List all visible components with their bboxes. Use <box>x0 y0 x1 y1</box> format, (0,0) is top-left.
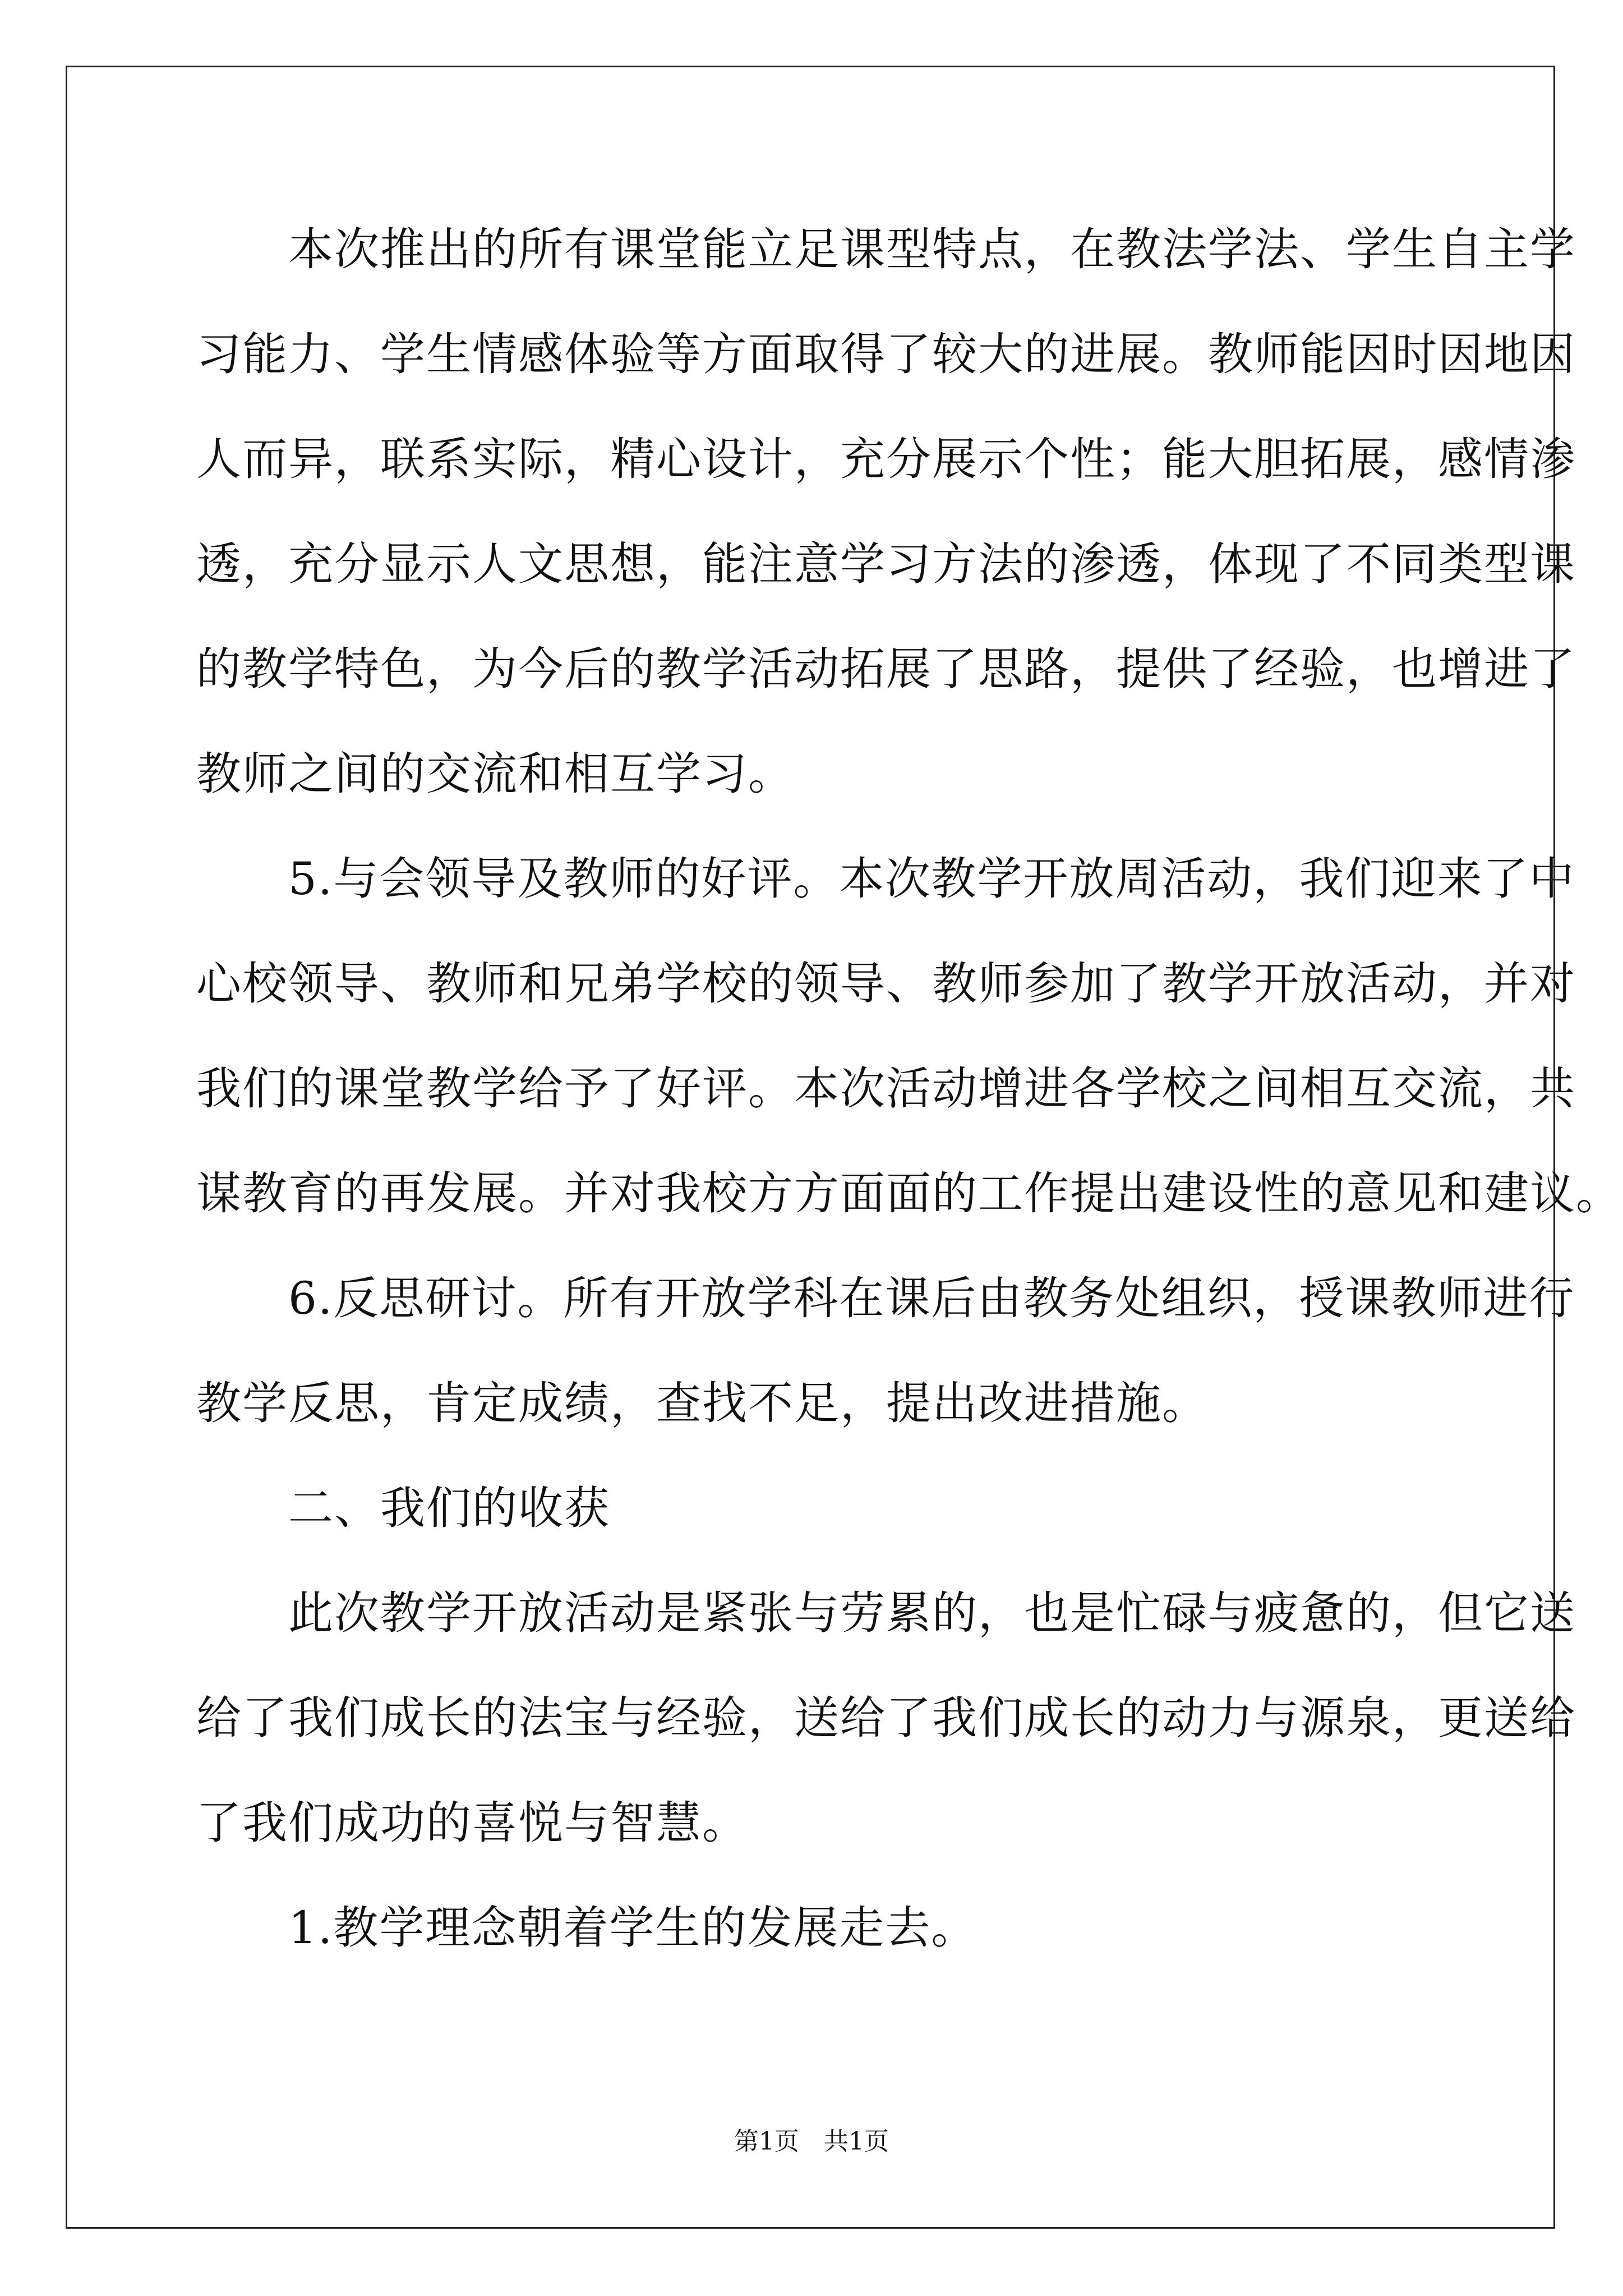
body-line: 透，充分显示人文思想，能注意学习方法的渗透，体现了不同类型课 <box>196 538 1576 590</box>
body-line: 6.反思研讨。所有开放学科在课后由教务处组织，授课教师进行 <box>196 1272 1575 1324</box>
body-line: 人而异，联系实际，精心设计，充分展示个性；能大胆拓展，感情渗 <box>196 433 1576 485</box>
body-line: 此次教学开放活动是紧张与劳累的，也是忙碌与疲惫的，但它送 <box>196 1587 1576 1639</box>
body-line: 的教学特色，为今后的教学活动拓展了思路，提供了经验，也增进了 <box>196 643 1576 695</box>
body-line: 谋教育的再发展。并对我校方方面面的工作提出建设性的意见和建议。 <box>196 1167 1622 1220</box>
body-line: 习能力、学生情感体验等方面取得了较大的进展。教师能因时因地因 <box>196 328 1576 380</box>
body-line: 给了我们成长的法宝与经验，送给了我们成长的动力与源泉，更送给 <box>196 1692 1576 1744</box>
body-line: 教学反思，肯定成绩，查找不足，提出改进措施。 <box>196 1377 1208 1429</box>
page-number-footer: 第1页 共1页 <box>734 2127 889 2156</box>
body-line: 1.教学理念朝着学生的发展走去。 <box>196 1902 978 1954</box>
section-heading: 二、我们的收获 <box>196 1482 610 1534</box>
body-line: 我们的课堂教学给予了好评。本次活动增进各学校之间相互交流，共 <box>196 1062 1576 1115</box>
body-line: 5.与会领导及教师的好评。本次教学开放周活动，我们迎来了中 <box>196 853 1575 905</box>
body-line: 心校领导、教师和兄弟学校的领导、教师参加了教学开放活动，并对 <box>196 958 1576 1010</box>
body-line: 教师之间的交流和相互学习。 <box>196 748 794 800</box>
body-line: 了我们成功的喜悦与智慧。 <box>196 1797 748 1849</box>
body-line: 本次推出的所有课堂能立足课型特点，在教法学法、学生自主学 <box>196 223 1576 275</box>
